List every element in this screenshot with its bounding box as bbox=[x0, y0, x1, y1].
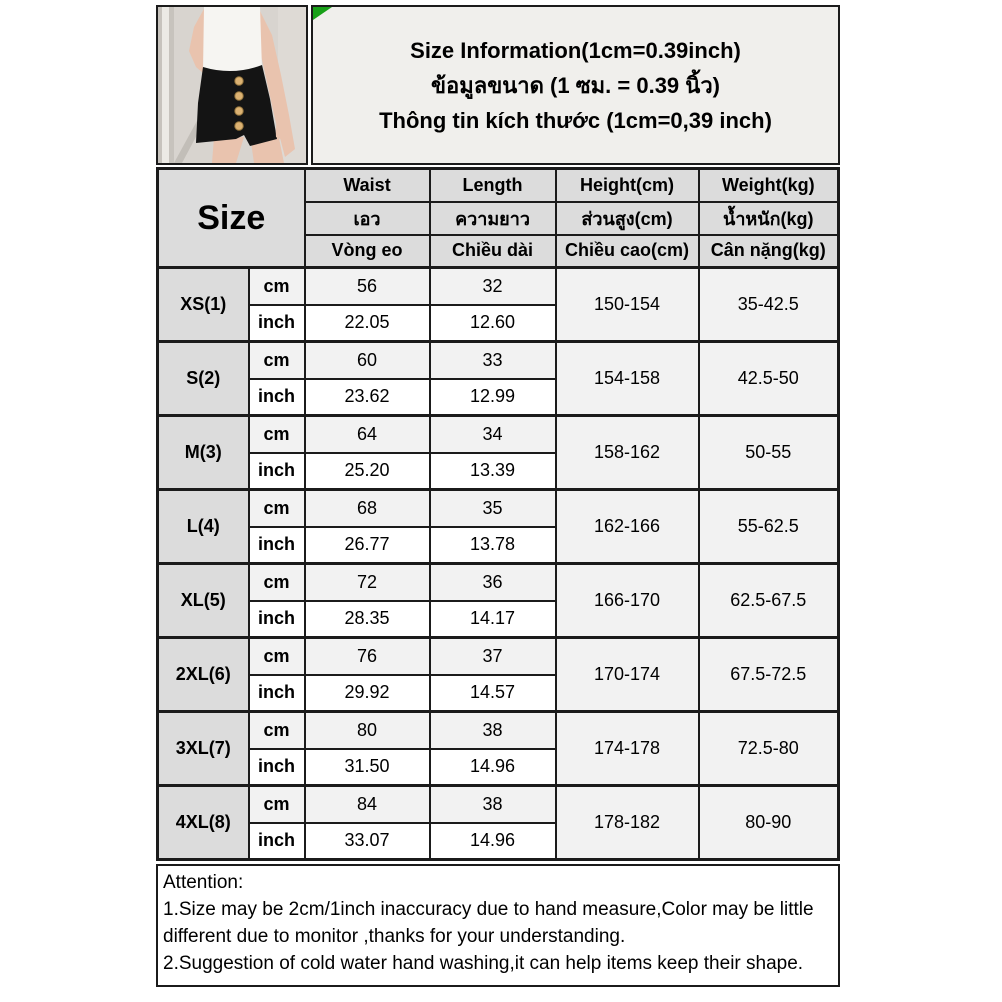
unit-cm-cell: cm bbox=[249, 268, 305, 305]
size-label-cell: S(2) bbox=[158, 342, 249, 416]
weight-range-cell: 55-62.5 bbox=[699, 490, 839, 564]
col-header-height-en: Height(cm) bbox=[556, 169, 699, 202]
length-inch-cell: 14.96 bbox=[430, 749, 556, 786]
unit-inch-cell: inch bbox=[249, 749, 305, 786]
col-header-length-vi: Chiều dài bbox=[430, 235, 556, 268]
waist-inch-cell: 28.35 bbox=[305, 601, 430, 638]
col-header-waist-vi: Vòng eo bbox=[305, 235, 430, 268]
waist-inch-cell: 22.05 bbox=[305, 305, 430, 342]
size-label-cell: 2XL(6) bbox=[158, 638, 249, 712]
size-row-cm bbox=[158, 786, 839, 823]
attention-heading: Attention: bbox=[163, 872, 244, 893]
weight-range-cell: 50-55 bbox=[699, 416, 839, 490]
weight-range-cell: 35-42.5 bbox=[699, 268, 839, 342]
length-inch-cell: 14.57 bbox=[430, 675, 556, 712]
waist-inch-cell: 31.50 bbox=[305, 749, 430, 786]
length-inch-cell: 13.78 bbox=[430, 527, 556, 564]
size-row-cm bbox=[158, 268, 839, 305]
waist-cm-cell: 80 bbox=[305, 712, 430, 749]
length-inch-cell: 12.60 bbox=[430, 305, 556, 342]
size-label-cell: M(3) bbox=[158, 416, 249, 490]
unit-cm-cell: cm bbox=[249, 416, 305, 453]
length-cm-cell: 37 bbox=[430, 638, 556, 675]
size-row-cm bbox=[158, 638, 839, 675]
unit-inch-cell: inch bbox=[249, 601, 305, 638]
weight-range-cell: 42.5-50 bbox=[699, 342, 839, 416]
attention-line-1: 1.Size may be 2cm/1inch inaccuracy due to hand measure,Color may be little different due to monitor ,thanks for your understanding. bbox=[163, 899, 814, 947]
size-label-cell: 4XL(8) bbox=[158, 786, 249, 860]
title-vi: Thông tin kích thước (1cm=0,39 inch) bbox=[379, 107, 772, 133]
size-table-body bbox=[158, 268, 839, 860]
height-range-cell: 150-154 bbox=[556, 268, 699, 342]
size-label-cell: L(4) bbox=[158, 490, 249, 564]
size-row-cm bbox=[158, 342, 839, 379]
green-corner-marker-icon bbox=[313, 7, 332, 20]
length-cm-cell: 38 bbox=[430, 712, 556, 749]
waist-cm-cell: 64 bbox=[305, 416, 430, 453]
size-header-cell: Size bbox=[158, 169, 305, 268]
waist-cm-cell: 72 bbox=[305, 564, 430, 601]
waist-inch-cell: 29.92 bbox=[305, 675, 430, 712]
unit-inch-cell: inch bbox=[249, 453, 305, 490]
title-box bbox=[311, 5, 840, 165]
length-cm-cell: 34 bbox=[430, 416, 556, 453]
unit-cm-cell: cm bbox=[249, 786, 305, 823]
waist-cm-cell: 60 bbox=[305, 342, 430, 379]
length-cm-cell: 33 bbox=[430, 342, 556, 379]
product-photo bbox=[156, 5, 308, 165]
col-header-length-en: Length bbox=[430, 169, 556, 202]
col-header-weight-en: Weight(kg) bbox=[699, 169, 839, 202]
size-label-cell: 3XL(7) bbox=[158, 712, 249, 786]
col-header-height-vi: Chiều cao(cm) bbox=[556, 235, 699, 268]
waist-inch-cell: 33.07 bbox=[305, 823, 430, 860]
title-en: Size Information(1cm=0.39inch) bbox=[410, 37, 741, 63]
waist-cm-cell: 68 bbox=[305, 490, 430, 527]
size-row-cm bbox=[158, 416, 839, 453]
weight-range-cell: 62.5-67.5 bbox=[699, 564, 839, 638]
length-cm-cell: 36 bbox=[430, 564, 556, 601]
col-header-height-th: ส่วนสูง(cm) bbox=[556, 202, 699, 235]
unit-cm-cell: cm bbox=[249, 564, 305, 601]
height-range-cell: 158-162 bbox=[556, 416, 699, 490]
top-section bbox=[156, 5, 840, 165]
height-range-cell: 170-174 bbox=[556, 638, 699, 712]
unit-inch-cell: inch bbox=[249, 823, 305, 860]
waist-cm-cell: 56 bbox=[305, 268, 430, 305]
col-header-waist-en: Waist bbox=[305, 169, 430, 202]
size-label-cell: XS(1) bbox=[158, 268, 249, 342]
attention-line-2: 2.Suggestion of cold water hand washing,it can help items keep their shape. bbox=[163, 953, 804, 974]
unit-inch-cell: inch bbox=[249, 305, 305, 342]
length-inch-cell: 14.17 bbox=[430, 601, 556, 638]
waist-inch-cell: 26.77 bbox=[305, 527, 430, 564]
unit-cm-cell: cm bbox=[249, 490, 305, 527]
weight-range-cell: 80-90 bbox=[699, 786, 839, 860]
product-photo-illustration bbox=[158, 7, 306, 163]
col-header-waist-th: เอว bbox=[305, 202, 430, 235]
unit-cm-cell: cm bbox=[249, 712, 305, 749]
unit-cm-cell: cm bbox=[249, 638, 305, 675]
unit-inch-cell: inch bbox=[249, 379, 305, 416]
size-row-cm bbox=[158, 564, 839, 601]
unit-inch-cell: inch bbox=[249, 527, 305, 564]
size-table-header bbox=[158, 169, 839, 268]
attention-box bbox=[156, 864, 840, 987]
content-wrapper bbox=[156, 5, 840, 987]
length-cm-cell: 32 bbox=[430, 268, 556, 305]
length-cm-cell: 38 bbox=[430, 786, 556, 823]
height-range-cell: 162-166 bbox=[556, 490, 699, 564]
unit-inch-cell: inch bbox=[249, 675, 305, 712]
weight-range-cell: 72.5-80 bbox=[699, 712, 839, 786]
length-inch-cell: 12.99 bbox=[430, 379, 556, 416]
size-table bbox=[156, 167, 840, 861]
length-inch-cell: 14.96 bbox=[430, 823, 556, 860]
size-row-cm bbox=[158, 712, 839, 749]
waist-cm-cell: 84 bbox=[305, 786, 430, 823]
size-row-cm bbox=[158, 490, 839, 527]
title-th: ข้อมูลขนาด (1 ซม. = 0.39 นิ้ว) bbox=[430, 72, 720, 98]
length-cm-cell: 35 bbox=[430, 490, 556, 527]
size-label-cell: XL(5) bbox=[158, 564, 249, 638]
weight-range-cell: 67.5-72.5 bbox=[699, 638, 839, 712]
white-top bbox=[203, 7, 262, 74]
col-header-length-th: ความยาว bbox=[430, 202, 556, 235]
height-range-cell: 154-158 bbox=[556, 342, 699, 416]
height-range-cell: 174-178 bbox=[556, 712, 699, 786]
unit-cm-cell: cm bbox=[249, 342, 305, 379]
length-inch-cell: 13.39 bbox=[430, 453, 556, 490]
waist-cm-cell: 76 bbox=[305, 638, 430, 675]
col-header-weight-th: น้ำหนัก(kg) bbox=[699, 202, 839, 235]
col-header-weight-vi: Cân nặng(kg) bbox=[699, 235, 839, 268]
height-range-cell: 178-182 bbox=[556, 786, 699, 860]
waist-inch-cell: 23.62 bbox=[305, 379, 430, 416]
waist-inch-cell: 25.20 bbox=[305, 453, 430, 490]
height-range-cell: 166-170 bbox=[556, 564, 699, 638]
